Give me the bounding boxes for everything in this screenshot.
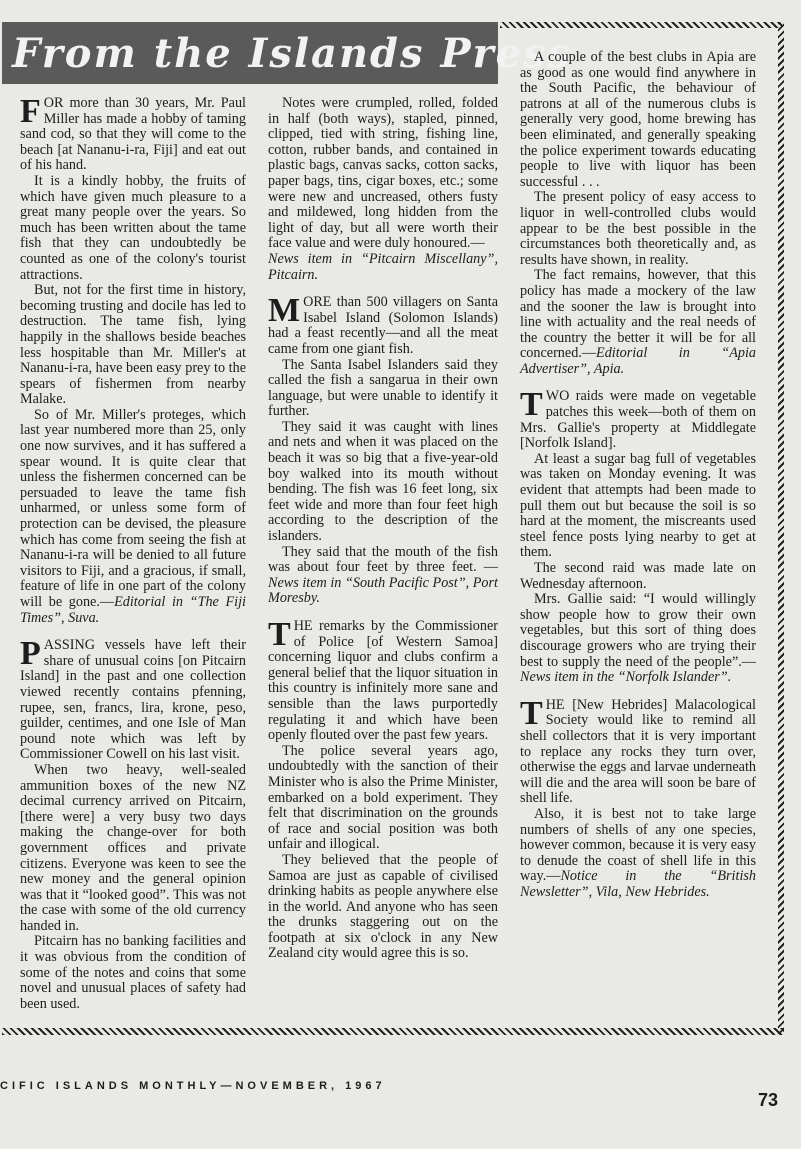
paragraph: ASSING vessels have left their share of unusual coins [on Pitcairn Island] in the past and one collection viewed recently contains pfenning, rupee, sen, francs, lira, krone, peso, guilder, centimes, and one Isle of Man pound note which was left by Commissioner Cowell on his last visit.	[20, 637, 246, 763]
decorative-border-top	[500, 22, 782, 28]
article-source: News item in “South Pacific Post”, Port Moresby.	[268, 574, 498, 607]
article-samoa-liquor	[268, 616, 498, 962]
paragraph	[20, 408, 246, 626]
paragraph: At least a sugar bag full of vegetables was taken on Monday evening. It was evident that attempts had been made to pull them out but because the soil is so hard at the moment, the miscreants used steel fence posts lying nearby to get at them.	[520, 450, 756, 561]
paragraph: When two heavy, well-sealed ammunition boxes of the new NZ decimal currency arrived on Pitcairn, [there were] a very busy two days making the change-over for both government offices and private citizens. Everyone was keen to see the new money and the general opinion was that it “looked good”. This was not the case with some of the old currency handed in.	[20, 761, 246, 934]
drop-cap: T	[268, 616, 291, 653]
column-1	[20, 93, 246, 1024]
paragraph: The present policy of easy access to liquor in well-controlled clubs would appear to be the best possible in the circumstances both theoretically and, as results have shown, in reality.	[520, 189, 756, 268]
paragraph: They believed that the people of Samoa are just as capable of civilised drinking habits as people anywhere else in the world. And anyone who has seen the drunks staggering out on the footpath at six o'clock in any New Zealand city would agree this is so.	[268, 851, 498, 962]
paragraph-text: Mrs. Gallie said: “I would willingly show people how to grow their own vegetables, but this sort of thing does discourage growers who are trying their best to supply the need of the people”.—	[520, 591, 756, 670]
paragraph: The second raid was made late on Wednesday afternoon.	[520, 560, 756, 592]
article-source: News item in the “Norfolk Islander”.	[520, 669, 732, 686]
paragraph: WO raids were made on vegetable patches this week—both of them on Mrs. Gallie's property at Middlegate [Norfolk Island].	[520, 388, 756, 452]
paragraph-text: The fact remains, however, that this policy has made a mockery of the law and the sooner the law is brought into line with actuality and the real needs of the country the better it will be for all concerned.—	[520, 267, 756, 362]
paragraph	[520, 807, 756, 901]
paragraph: It is a kindly hobby, the fruits of which have given much pleasure to a great many people over the years. So much has been written about the tame fish that they can undoubtedly be counted as one of the colony's tourist attractions.	[20, 172, 246, 283]
column-3	[520, 50, 756, 912]
article-source: Editorial in “The Fiji Times”, Suva.	[20, 594, 246, 626]
paragraph: The police several years ago, undoubtedly with the sanction of their Minister who is also the Prime Minister, embarked on a bold experiment. They felt that discrimination on the grounds of race and social position was both unfair and illogical.	[268, 742, 498, 853]
drop-cap: T	[520, 386, 543, 424]
drop-cap: M	[268, 292, 301, 330]
paragraph: HE remarks by the Commissioner of Police [of Western Samoa] concerning liquor and clubs confirm a general belief that the liquor situation in this country is infinitely more sane and sensible than the laws purportedly regulating it and which have been openly flouted over the past few years.	[268, 618, 498, 744]
article-santa-isabel-fish	[268, 292, 498, 607]
running-footer: CIFIC ISLANDS MONTHLY—NOVEMBER, 1967	[0, 1080, 386, 1092]
article-pitcairn-coins	[20, 635, 246, 1012]
paragraph	[520, 592, 756, 686]
article-fiji-fish	[20, 93, 246, 626]
article-source: News item in “Pitcairn Miscellany”, Pitcairn.	[268, 250, 498, 283]
drop-cap: P	[20, 635, 41, 673]
article-source: Editorial in “Apia Advertiser”, Apia.	[520, 345, 756, 377]
paragraph: The Santa Isabel Islanders said they called the fish a sangarua in their own language, but were unable to identify it further.	[268, 356, 498, 420]
paragraph	[520, 268, 756, 377]
paragraph: But, not for the first time in history, becoming trusting and docile has led to destruction. The tame fish, lying happily in the shallows beside beaches less hospitable than Mr. Miller's at Nananu-i-ra, have been easy prey to the spears of fishermen from nearby Malake.	[20, 282, 246, 408]
article-norfolk-vegetables	[520, 386, 756, 686]
paragraph: ORE than 500 villagers on Santa Isabel Island (Solomon Islands) had a feast recently—and all the meat came from one giant fish.	[268, 294, 498, 357]
article-shell-collectors	[520, 694, 756, 901]
paragraph: HE [New Hebrides] Malacological Society would like to remind all shell collectors that it is very important to replace any rocks they turn over, otherwise the eggs and larvae underneath will die and the area will soon be bare of shell life.	[520, 696, 756, 807]
paragraph: Notes were crumpled, rolled, folded in half (both ways), stapled, pinned, clipped, tied with string, fishing line, cotton, rubber bands, and contained in plastic bags, canvas sacks, cotton sacks, paper bags, tins, cigar boxes, etc.; some were new and uncreased, others fusty and mildewed, long hidden from the light of day, but all were worth their face value and were duly honoured.—	[268, 95, 498, 252]
section-banner	[2, 22, 573, 84]
article-source: Notice in the “British Newsletter”, Vila, New Hebrides.	[520, 868, 756, 900]
drop-cap: T	[520, 694, 543, 732]
paragraph-text: Also, it is best not to take large numbers of shells of any one species, however common, because it is very easy to denude the coast of shell life in this way.—	[520, 805, 756, 885]
paragraph: Pitcairn has no banking facilities and it was obvious from the condition of some of the notes and coins that some novel and unusual places of safety had been used.	[20, 933, 246, 1012]
decorative-border-right	[778, 22, 784, 1034]
article-samoa-liquor-cont	[520, 50, 756, 377]
paragraph-source	[268, 252, 498, 283]
section-title: From the Islands Press	[12, 29, 573, 77]
paragraph	[268, 545, 498, 607]
paragraph-text: So of Mr. Miller's proteges, which last year numbered more than 25, only one now survives, and it has suffered a spear wound. It is quite clear that unless the fishermen concerned can be persuaded to leave the tame fish unharmed, or unless some form of protection can be devised, the pleasure which has come from seeing the fish at Nananu-i-ra will be denied to all future visitors to Fiji, and a gracious, if small, feature of life in one part of the colony will be gone.—	[20, 406, 246, 610]
page-number: 73	[758, 1090, 779, 1110]
column-2	[268, 96, 498, 974]
article-pitcairn-coins-cont	[268, 96, 498, 283]
paragraph-text: They said that the mouth of the fish was about four feet by three feet. —	[268, 543, 498, 576]
paragraph: They said it was caught with lines and nets and when it was placed on the beach it was so big that a five-year-old boy walked into its mouth without bending. The fish was 16 feet long, six feet wide and more than four feet high according to the description of the islanders.	[268, 418, 498, 545]
decorative-border-bottom	[2, 1028, 784, 1035]
drop-cap: F	[20, 93, 41, 130]
paragraph: A couple of the best clubs in Apia are as good as one would find anywhere in the South Pacific, the behaviour of patrons at all of the numerous clubs is generally very good, home brewing has been eliminated, and generally speaking the police experiment towards educating people to live with liquor has been successful . . .	[520, 49, 756, 190]
paragraph: OR more than 30 years, Mr. Paul Miller has made a hobby of taming sand cod, so that they will come to the beach [at Nananu-i-ra, Fiji] and eat out of his hand.	[20, 95, 246, 174]
